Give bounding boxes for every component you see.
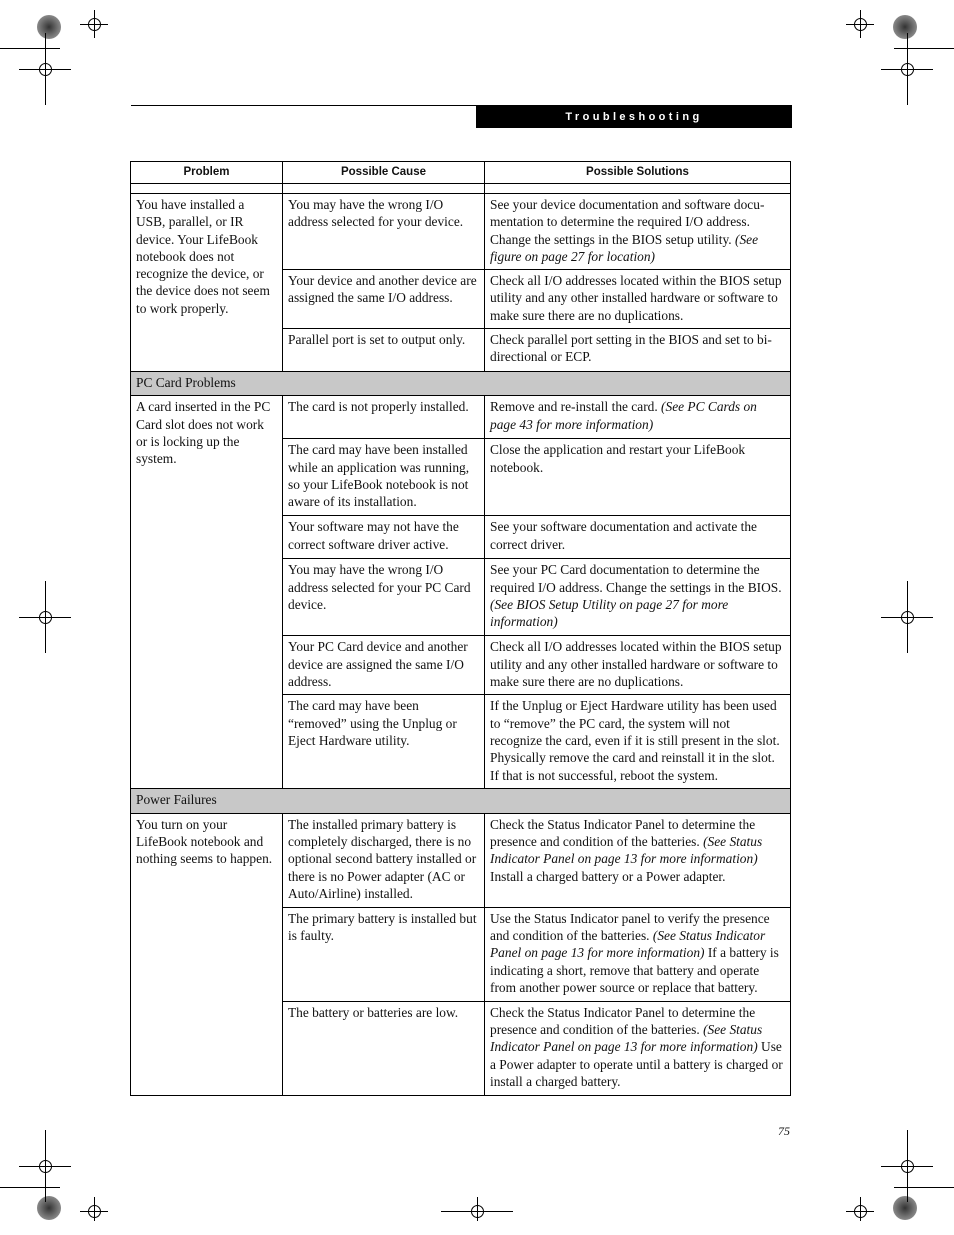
- column-header-problem: Problem: [131, 162, 283, 184]
- solution-reference: (See PC Cards on page 43 for more information): [490, 399, 757, 432]
- solution-cell: See your software documentation and activate the correct driver.: [485, 516, 791, 559]
- solution-cell: [485, 1001, 791, 1095]
- solution-cell: Close the application and restart your LifeBook notebook.: [485, 439, 791, 516]
- solution-reference: (See BIOS Setup Utility on page 27 for more information): [490, 597, 729, 630]
- solution-cell: Check all I/O addresses located within the BIOS setup utility and any other installed hardware or software to make sure there are no duplications.: [485, 636, 791, 695]
- cause-cell: The card is not properly installed.: [283, 396, 485, 439]
- table-row: [131, 813, 791, 907]
- print-mark-icon: [893, 1196, 917, 1220]
- solution-reference: (See figure on page 27 for location): [490, 231, 759, 264]
- table-row: [131, 396, 791, 439]
- table-header-row: [131, 162, 791, 184]
- solution-cell: Check all I/O addresses located within the BIOS setup utility and any other installed hardware or software to make sure there are no duplications.: [485, 270, 791, 329]
- cause-cell: The card may have been installed while an application was running, so your LifeBook notebook is not aware of its installation.: [283, 439, 485, 516]
- problem-cell: A card inserted in the PC Card slot does not work or is locking up the system.: [131, 396, 283, 789]
- section-title: Troubleshooting: [476, 106, 792, 128]
- cause-cell: You may have the wrong I/O address selected for your PC Card device.: [283, 559, 485, 636]
- cause-cell: Parallel port is set to output only.: [283, 329, 485, 372]
- solution-cell: Check parallel port setting in the BIOS and set to bi-directional or ECP.: [485, 329, 791, 372]
- solution-text: See your PC Card documentation to determine the required I/O address. Change the settings in the BIOS.: [490, 562, 782, 595]
- column-header-solutions: Possible Solutions: [485, 162, 791, 184]
- solution-reference: (See Status Indicator Panel on page 13 for more information): [490, 928, 766, 961]
- problem-cell: You turn on your LifeBook notebook and nothing seems to happen.: [131, 813, 283, 1095]
- solution-text: See your device documentation and software docu-mentation to determine the required I/O address. Change the settings in the BIOS setup utility.: [490, 197, 765, 247]
- cause-cell: Your software may not have the correct software driver active.: [283, 516, 485, 559]
- solution-text: Remove and re-install the card.: [490, 399, 662, 415]
- cause-cell: The battery or batteries are low.: [283, 1001, 485, 1095]
- cause-cell: The card may have been “removed” using the Unplug or Eject Hardware utility.: [283, 695, 485, 789]
- cause-cell: The installed primary battery is completely discharged, there is no optional second battery installed or there is no Power adapter (AC or Auto/Airline) installed.: [283, 813, 485, 907]
- cause-cell: You may have the wrong I/O address selected for your device.: [283, 194, 485, 270]
- print-mark-icon: [893, 15, 917, 39]
- solution-cell: [485, 559, 791, 636]
- category-heading: Power Failures: [131, 789, 791, 813]
- cause-cell: Your PC Card device and another device are assigned the same I/O address.: [283, 636, 485, 695]
- solution-cell: [485, 813, 791, 907]
- cause-cell: The primary battery is installed but is faulty.: [283, 907, 485, 1001]
- solution-text-tail: If a battery is indicating a short, remove that battery and operate from another power source or replace that battery.: [490, 945, 779, 995]
- category-row: [131, 789, 791, 813]
- cause-cell: Your device and another device are assigned the same I/O address.: [283, 270, 485, 329]
- print-mark-icon: [37, 1196, 61, 1220]
- solution-text: Check the Status Indicator Panel to determine the presence and condition of the batteries.: [490, 1004, 756, 1038]
- solution-text-tail: Use a Power adapter to operate until a battery is charged or install a charged battery.: [490, 1039, 783, 1089]
- solution-reference: (See Status Indicator Panel on page 13 for more information): [490, 1022, 763, 1055]
- column-header-cause: Possible Cause: [283, 162, 485, 184]
- category-heading: PC Card Problems: [131, 372, 791, 396]
- solution-cell: [485, 907, 791, 1001]
- solution-text: Check the Status Indicator Panel to determine the presence and condition of the batteries.: [490, 816, 756, 850]
- solution-cell: [485, 396, 791, 439]
- page-number: 75: [778, 1124, 790, 1138]
- solution-reference: (See Status Indicator Panel on page 13 for more information): [490, 834, 763, 867]
- problem-cell: You have installed a USB, parallel, or IR device. Your LifeBook notebook does not recognize the device, or the device does not seem to work properly.: [131, 194, 283, 372]
- solution-text-tail: Install a charged battery or a Power adapter.: [490, 868, 726, 884]
- category-row: [131, 372, 791, 396]
- solution-cell: If the Unplug or Eject Hardware utility has been used to “remove” the PC card, the system will not recognize the card, even if it is still present in the slot. Physically remove the card and reinstall it in the slot. If that is not successful, reboot the system.: [485, 695, 791, 789]
- table-body: [131, 184, 791, 1096]
- print-mark-icon: [37, 15, 61, 39]
- table-row: [131, 194, 791, 270]
- solution-cell: [485, 194, 791, 270]
- solution-text: Use the Status Indicator panel to verify the presence and condition of the batteries.: [490, 910, 770, 944]
- troubleshooting-table: [130, 161, 791, 1096]
